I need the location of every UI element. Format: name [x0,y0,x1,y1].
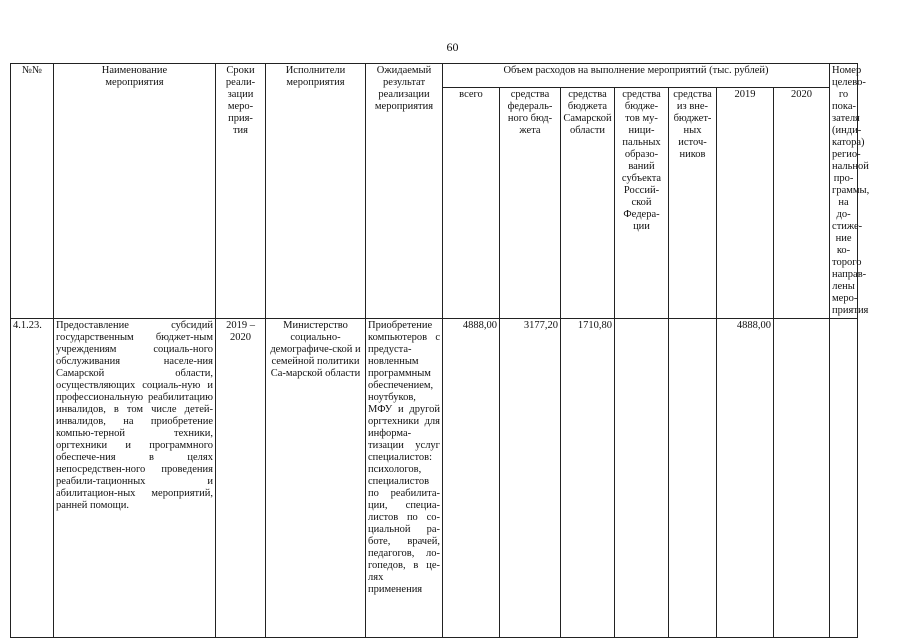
measures-table [10,63,870,638]
table-row [11,319,858,638]
row-terms: 2019 – 2020 [216,319,266,638]
row-name: Предоставление субсидий государственным бюджет-ным учреждениям социаль-ного обслуживания населе-ния Самарской области, осуществляющих социаль-ную и профессиональную реабилитацию инвалидов, в том числе детей-инвалидов, на приобретение компью-терной техники, оргтехники и программного обеспече-ния в целях непосредствен-ного проведения реабили-тационных и абилитацион-ных мероприятий, ранней помощи. [54,319,216,638]
row-executors: Министерство социально-демографиче-ской и семейной политики Са-марской области [266,319,366,638]
row-extra [669,319,717,638]
header-num: №№ [11,64,54,319]
header-2019: 2019 [717,87,774,318]
row-federal: 3177,20 [500,319,561,638]
header-name: Наименование мероприятия [54,64,216,319]
header-expenses-group: Объем расходов на выполнение мероприятий (тыс. рублей) [443,64,830,88]
row-indicator [830,319,858,638]
header-extra: средства из вне- бюджет- ных источ- ников [669,87,717,318]
row-regional: 1710,80 [561,319,615,638]
page-number: 60 [446,40,459,54]
header-indicator: Номер целево- го пока- зателя (инди- катора) регио- нальной про- граммы, на до- стиже- ние ко- торого направ- лены меро- приятия [830,64,858,319]
row-num: 4.1.23. [11,319,54,638]
header-regional: средства бюджета Самарской области [561,87,615,318]
row-total: 4888,00 [443,319,500,638]
header-result: Ожидаемый результат реализации мероприятия [366,64,443,319]
header-row-top [11,64,858,88]
header-municipal: средства бюдже- тов му- ници- пальных образо- ваний субъекта Россий- ской Федера- ции [615,87,669,318]
header-2020: 2020 [774,87,830,318]
header-federal: средства федераль- ного бюд- жета [500,87,561,318]
header-total: всего [443,87,500,318]
row-municipal [615,319,669,638]
row-2020 [774,319,830,638]
header-terms: Сроки реали- зации меро- прия- тия [216,64,266,319]
row-2019: 4888,00 [717,319,774,638]
row-result: Приобретение компьютеров с предуста-новленным программным обеспечением, ноутбуков, МФУ и другой оргтехники для информа-тизации услуг специалистов: психологов, специалистов по реабилита-ции, специа-листов по со-циальной ра-боте, врачей, педагогов, ло-гопедов, в це-лях применения [366,319,443,638]
header-executors: Исполнители мероприятия [266,64,366,319]
